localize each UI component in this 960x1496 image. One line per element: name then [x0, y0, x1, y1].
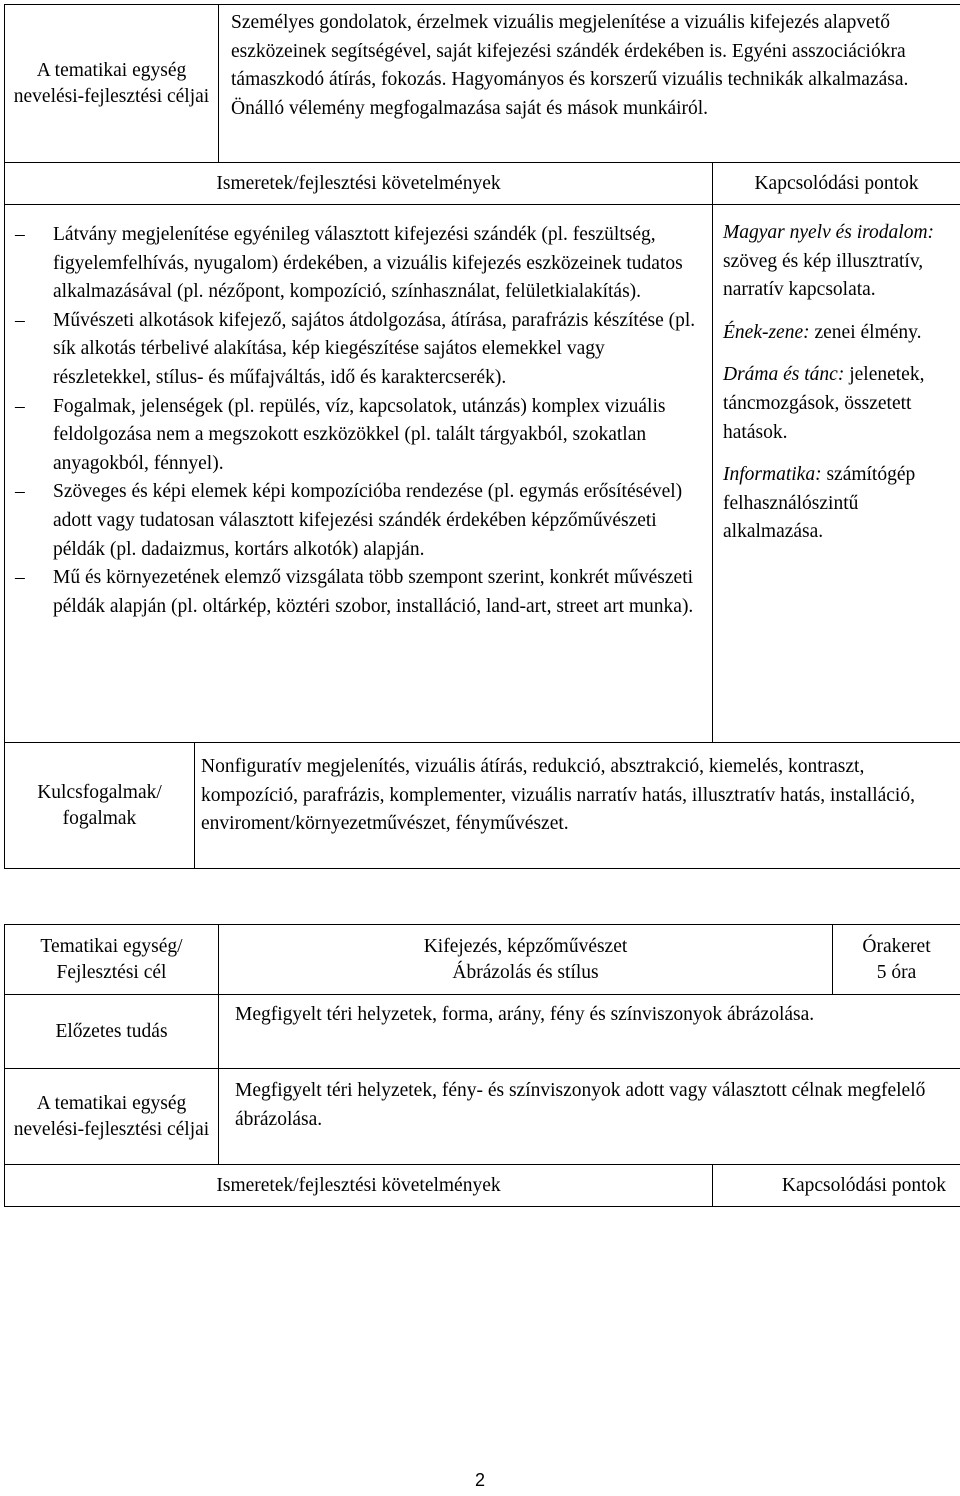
goals-text: Személyes gondolatok, érzelmek vizuális megjelenítése a vizuális kifejezés alapvető eszközeinek segítségével, saját kifejezési szándék érdekében is. Egyéni asszociációkra támaszkodó átírás, fokozás. Hagyományos és korszerű vizuális technikák alkalmazása. Önálló vélemény megfogalmazása saját és mások munkáiról. [231, 12, 909, 119]
unit-connections-header: Kapcsolódási pontok [781, 1174, 947, 1196]
unit-goals-text: Megfigyelt téri helyzetek, fény- és színviszonyok adott vagy választott célnak megfelelő ábrázolása. [235, 1080, 926, 1130]
connection-item [723, 361, 952, 447]
connections-cell [713, 205, 960, 743]
requirements-header: Ismeretek/fejlesztési követelmények [216, 172, 501, 194]
unit-title: Kifejezés, képzőművészet [423, 935, 628, 957]
list-item: – Látvány megjelenítése egyénileg választott kifejezési szándék (pl. feszültség, figyelemfelhívás, nyugalom) érdekében, a vizuális kifejezés eszközeinek tudatos alkalmazásával (pl. nézőpont, kompozíció, színhasználat, felületkialakítás). [5, 221, 706, 307]
curriculum-table-bottom [4, 924, 960, 1207]
connection-subject: Ének-zene: [723, 321, 810, 343]
keywords-label-cell [5, 743, 195, 869]
keywords-label: Kulcsfogalmak/ fogalmak [37, 781, 162, 829]
list-item: – Szöveges és képi elemek képi kompozícióba rendezése (pl. egymás erősítésével) adott vagy tudatosan választott kifejezési szándék érdekében képzőművészeti példák (pl. dadaizmus, kortárs alkotók) alapján. [5, 478, 706, 564]
requirements-list [5, 221, 706, 621]
connection-text: számítógép felhasználószintű alkalmazása. [723, 464, 916, 543]
list-item: – Fogalmak, jelenségek (pl. repülés, víz, kapcsolatok, utánzás) komplex vizuális feldolgozása nem a megszokott eszközökkel (pl. talált tárgyakból, szokatlan anyagokból, fénnyel). [5, 393, 706, 479]
connection-subject: Dráma és tánc: [723, 364, 845, 386]
connection-item [723, 461, 952, 547]
connection-text: zenei élmény. [809, 321, 922, 343]
goals-label: A tematikai egység nevelési-fejlesztési céljai [13, 59, 210, 107]
connections-header-cell [713, 163, 960, 205]
page-number: 2 [474, 1470, 485, 1490]
unit-label-cell [5, 925, 219, 995]
unit-connections-header-cell [713, 1165, 960, 1207]
unit-requirements-header-cell [5, 1165, 713, 1207]
list-item: – Mű és környezetének elemző vizsgálata több szempont szerint, konkrét művészeti példák alapján (pl. oltárkép, köztéri szobor, installáció, land-art, street art munka). [5, 564, 706, 621]
connection-subject: Informatika: [723, 464, 822, 486]
unit-subtitle: Ábrázolás és stílus [452, 961, 599, 983]
connection-text: jelenetek, táncmozgások, összetett hatások. [723, 364, 925, 443]
hours-label: Órakeret [862, 935, 931, 957]
connections-header: Kapcsolódási pontok [754, 172, 919, 194]
unit-goals-label-cell [5, 1069, 219, 1165]
unit-goals-text-cell [219, 1069, 960, 1165]
prior-text: Megfigyelt téri helyzetek, forma, arány, fény és színviszonyok ábrázolása. [235, 1004, 815, 1025]
keywords-text: Nonfiguratív megjelenítés, vizuális átírás, redukció, absztrakció, kiemelés, kontraszt, kompozíció, parafrázis, komplementer, vizuális narratív hatás, illusztratív hatás, installáció, enviroment/környezetművészet, fényművészet. [201, 756, 915, 835]
prior-label-cell [5, 995, 219, 1069]
hours-value: 5 óra [876, 961, 917, 983]
hours-cell [833, 925, 960, 995]
prior-label: Előzetes tudás [55, 1020, 168, 1042]
requirements-header-cell [5, 163, 713, 205]
goals-text-cell [219, 5, 960, 163]
unit-label: Tematikai egység/ Fejlesztési cél [40, 935, 183, 983]
curriculum-table-top [4, 4, 960, 743]
list-item: – Művészeti alkotások kifejező, sajátos átdolgozása, átírása, parafrázis készítése (pl. sík alkotás térbelivé alakítása, kép kiegészítése sajátos elemekkel vagy részletekkel, stílus- és műfajváltás, idő és karaktercserék). [5, 307, 706, 393]
keywords-table [4, 742, 960, 869]
requirements-cell [5, 205, 713, 743]
connection-text: szöveg és kép illusztratív, narratív kapcsolata. [723, 250, 924, 301]
keywords-text-cell [195, 743, 960, 869]
connection-subject: Magyar nyelv és irodalom: [723, 222, 935, 243]
goals-label-cell [5, 5, 219, 163]
connection-item [723, 319, 952, 348]
unit-title-cell [219, 925, 833, 995]
connection-item [723, 219, 952, 305]
unit-requirements-header: Ismeretek/fejlesztési követelmények [216, 1174, 501, 1196]
unit-goals-label: A tematikai egység nevelési-fejlesztési céljai [13, 1092, 210, 1140]
prior-text-cell [219, 995, 960, 1069]
